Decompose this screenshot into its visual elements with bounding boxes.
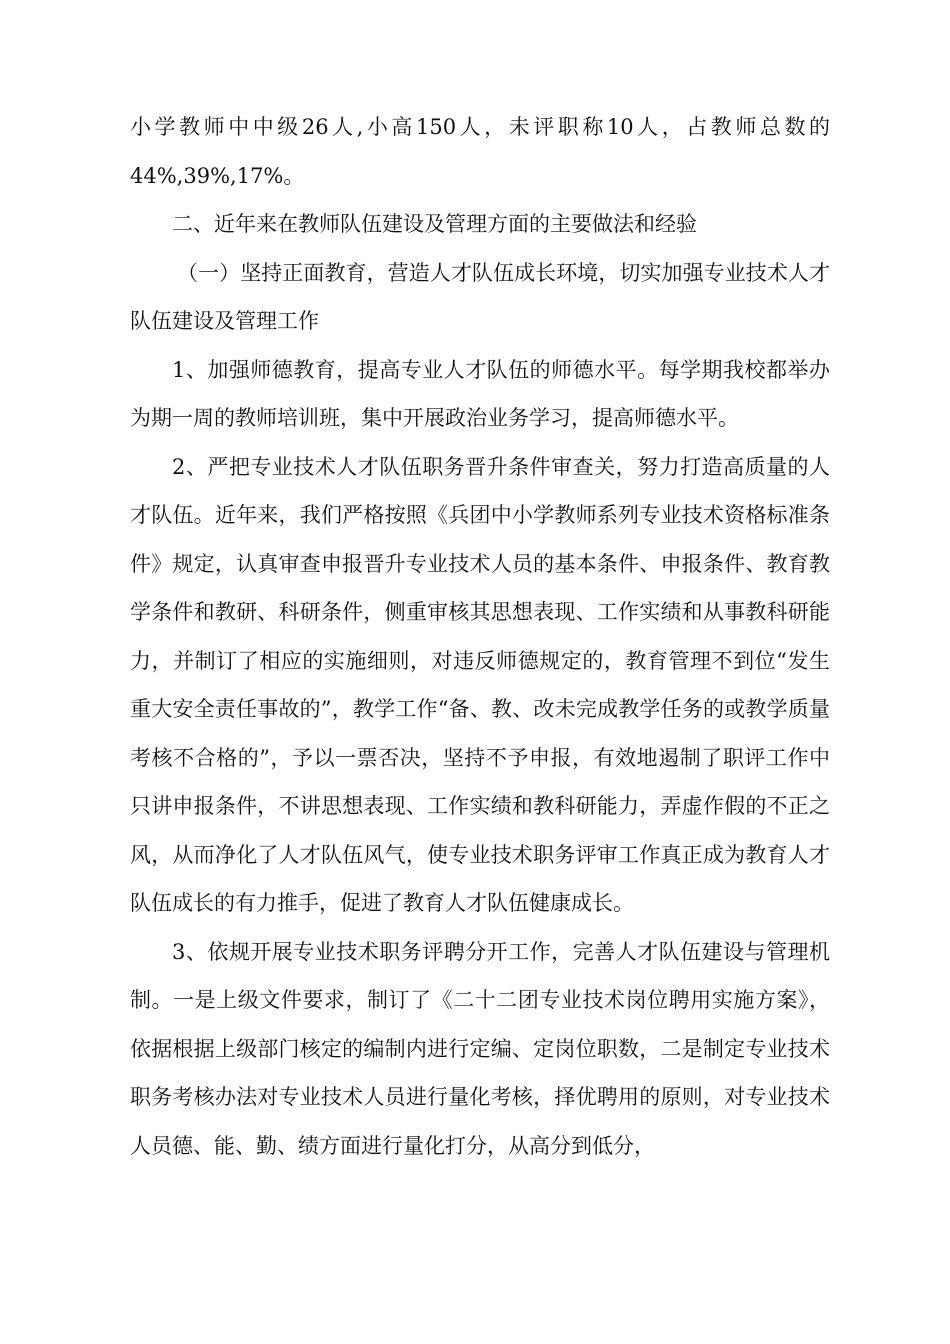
section-heading-practices-and-experience: 二、近年来在教师队伍建设及管理方面的主要做法和经验 <box>172 212 697 236</box>
paragraph-item-2-promotion-review: 2、严把专业技术人才队伍职务晋升条件审查关，努力打造高质量的人才队伍。近年来，我们严格按照《兵团中小学教师系列专业技术资格标准条件》规定，认真审查申报晋升专业技术人员的基本条件、申报条件、教育教学条件和教研、科研条件，侧重审核其思想表现、工作实绩和从事教科研能力，并制订了相应的实施细则，对违反师德规定的，教育管理不到位“发生重大安全责任事故的”，教学工作“备、教、改未完成教学任务的或教学质量考核不合格的”，予以一票否决，坚持不予申报，有效地遏制了职评工作中只讲申报条件，不讲思想表现、工作实绩和教科研能力，弄虚作假的不正之风，从而净化了人才队伍风气，使专业技术职务评审工作真正成为教育人才队伍成长的有力推手，促进了教育人才队伍健康成长。 <box>130 454 830 915</box>
subsection-heading-positive-education: （一）坚持正面教育，营造人才队伍成长环境，切实加强专业技术人才队伍建设及管理工作 <box>130 260 830 333</box>
paragraph-item-3-appointment-mechanism: 3、依规开展专业技术职务评聘分开工作，完善人才队伍建设与管理机制。一是上级文件要求，制订了《二十二团专业技术岗位聘用实施方案》，依据根据上级部门核定的编制内进行定编、定岗位职数，二是制定专业技术职务考核办法对专业技术人员进行量化考核，择优聘用的原则，对专业技术人员德、能、勤、绩方面进行量化打分，从高分到低分， <box>130 939 830 1158</box>
paragraph-staff-statistics: 小学教师中中级26人,小高150人，未评职称10人，占教师总数的44%,39%,17%。 <box>130 115 830 188</box>
paragraph-item-1-ethics-education: 1、加强师德教育，提高专业人才队伍的师德水平。每学期我校都举办为期一周的教师培训班，集中开展政治业务学习，提高师德水平。 <box>130 357 830 430</box>
document-body <box>130 103 830 1170</box>
